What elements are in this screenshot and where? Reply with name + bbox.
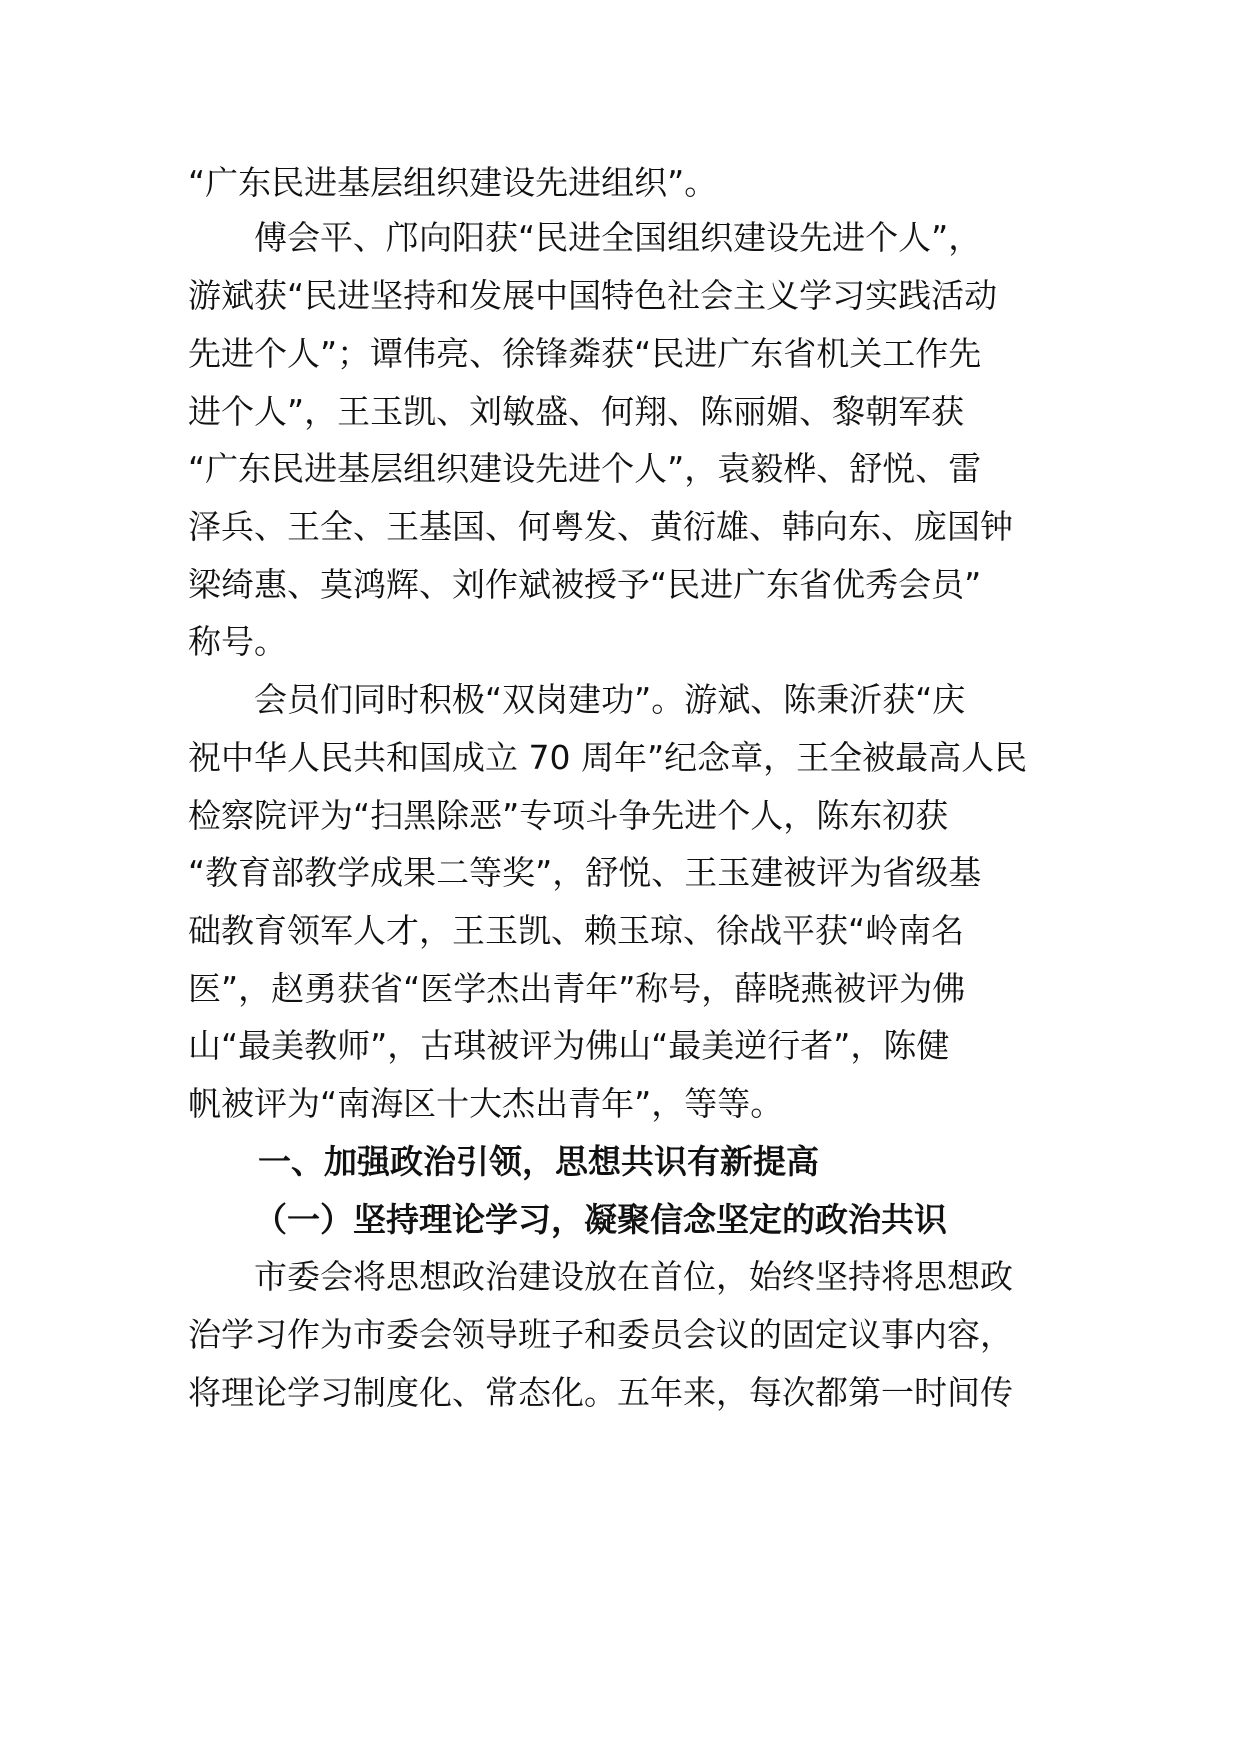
text-line: 检察院评为“扫黑除恶”专项斗争先进个人，陈东初获 bbox=[188, 796, 949, 835]
text-line: “教育部教学成果二等奖”，舒悦、王玉建被评为省级基 bbox=[188, 853, 982, 892]
text-line: 称号。 bbox=[188, 622, 287, 661]
text-line: 将理论学习制度化、常态化。五年来，每次都第一时间传 bbox=[188, 1373, 1013, 1412]
text-line: 帆被评为“南海区十大杰出青年”，等等。 bbox=[188, 1084, 784, 1123]
section-heading: 一、加强政治引领，思想共识有新提高 bbox=[258, 1142, 819, 1181]
text-line: 游斌获“民进坚持和发展中国特色社会主义学习实践活动 bbox=[188, 276, 998, 315]
text-line: 傅会平、邝向阳获“民进全国组织建设先进个人”， bbox=[254, 218, 982, 257]
text-line: 会员们同时积极“双岗建功”。游斌、陈秉沂获“庆 bbox=[254, 680, 966, 719]
text-line: “广东民进基层组织建设先进组织”。 bbox=[188, 163, 718, 202]
text-line: 梁绮惠、莫鸿辉、刘作斌被授予“民进广东省优秀会员” bbox=[188, 565, 982, 604]
text-line: 先进个人”；谭伟亮、徐锋粦获“民进广东省机关工作先 bbox=[188, 334, 982, 373]
text-line: 医”，赵勇获省“医学杰出青年”称号，薛晓燕被评为佛 bbox=[188, 969, 966, 1008]
text-line: 市委会将思想政治建设放在首位，始终坚持将思想政 bbox=[254, 1257, 1013, 1296]
text-line: “广东民进基层组织建设先进个人”，袁毅桦、舒悦、雷 bbox=[188, 449, 982, 488]
text-line: 治学习作为市委会领导班子和委员会议的固定议事内容， bbox=[188, 1315, 1013, 1354]
subsection-heading: （一）坚持理论学习，凝聚信念坚定的政治共识 bbox=[254, 1200, 947, 1239]
text-line: 泽兵、王全、王基国、何粤发、黄衍雄、韩向东、庞国钟 bbox=[188, 507, 1013, 546]
text-line: 进个人”，王玉凯、刘敏盛、何翔、陈丽媚、黎朝军获 bbox=[188, 392, 965, 431]
text-line: 祝中华人民共和国成立 70 周年”纪念章，王全被最高人民 bbox=[188, 738, 1028, 777]
text-line: 山“最美教师”，古琪被评为佛山“最美逆行者”，陈健 bbox=[188, 1026, 950, 1065]
text-line: 础教育领军人才，王玉凯、赖玉琼、徐战平获“岭南名 bbox=[188, 911, 965, 950]
